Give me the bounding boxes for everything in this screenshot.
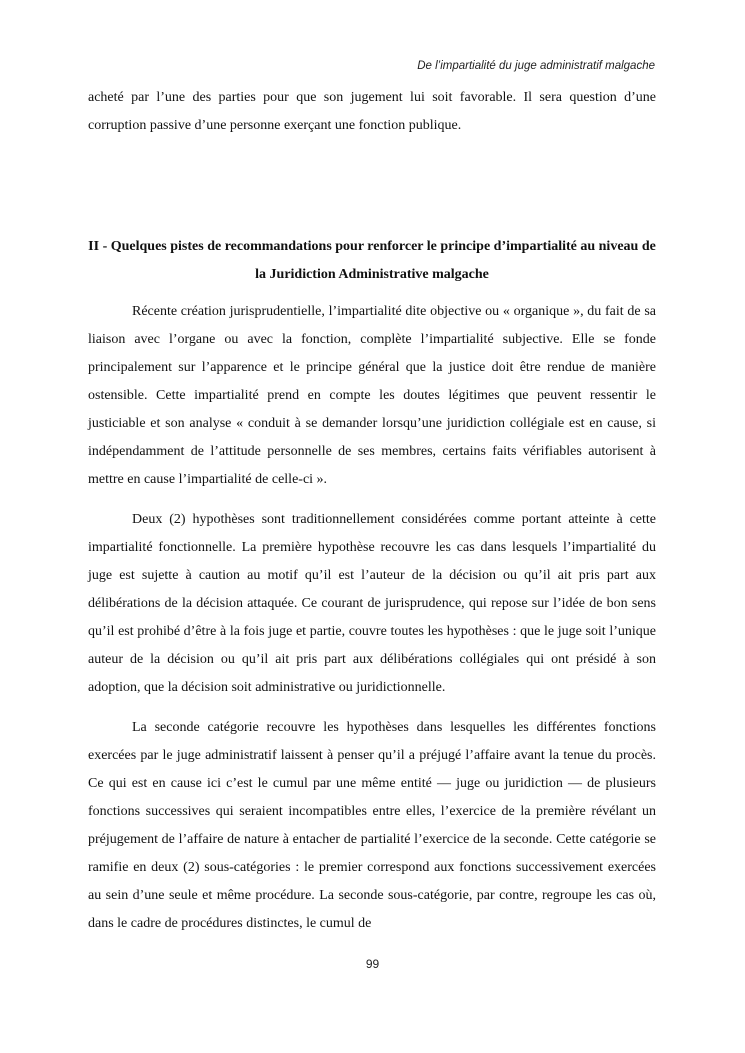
section-body <box>88 298 656 938</box>
body-paragraph-3: La seconde catégorie recouvre les hypothèses dans lesquelles les différentes fonctions exercées par le juge administratif laissent à penser qu’il a préjugé l’affaire avant la tenue du procès. Ce qui est en cause ici c’est le cumul par une même entité — juge ou juridiction — de plusieurs fonctions successives qui seraient incompatibles entre elles, l’exercice de la première révélant un préjugement de l’affaire de nature à entacher de partialité l’exercice de la seconde. Cette catégorie se ramifie en deux (2) sous-catégories : le premier correspond aux fonctions successivement exercées au sein d’une seule et même procédure. La seconde sous-catégorie, par contre, regroupe les cas où, dans le cadre de procédures distinctes, le cumul de <box>88 720 656 931</box>
body-paragraph-2: Deux (2) hypothèses sont traditionnellement considérées comme portant atteinte à cette impartialité fonctionnelle. La première hypothèse recouvre les cas dans lesquels l’impartialité du juge est sujette à caution au motif qu’il est l’auteur de la décision ou qu’il ait pris part aux délibérations de la décision attaquée. Ce courant de jurisprudence, qui repose sur l’idée de bon sens qu’il est prohibé d’être à la fois juge et partie, couvre toutes les hypothèses : que le juge soit l’unique auteur de la décision ou qu’il ait pris part aux délibérations collégiales qui ont présidé à son adoption, que la décision soit administrative ou juridictionnelle. <box>88 512 656 695</box>
continuation-paragraph: acheté par l’une des parties pour que son jugement lui soit favorable. Il sera question d’une corruption passive d’une personne exerçant une fonction publique. <box>88 90 656 133</box>
running-header: De l’impartialité du juge administratif malgache <box>417 60 655 72</box>
section-heading: II - Quelques pistes de recommandations pour renforcer le principe d’impartialité au niveau de la Juridiction Administrative malgache <box>88 239 656 282</box>
body-paragraph-1: Récente création jurisprudentielle, l’impartialité dite objective ou « organique », du fait de sa liaison avec l’organe ou avec la fonction, complète l’impartialité subjective. Elle se fonde principalement sur l’apparence et le principe général que la justice doit être rendue de manière ostensible. Cette impartialité prend en compte les doutes légitimes que peuvent ressentir le justiciable et son analyse « conduit à se demander lorsqu’une juridiction collégiale est en cause, si indépendamment de l’attitude personnelle de ses membres, certains faits vérifiables autorisent à mettre en cause l’impartialité de celle-ci ». <box>88 304 656 487</box>
continuation-text-block <box>88 84 656 140</box>
page-number: 99 <box>365 957 380 971</box>
